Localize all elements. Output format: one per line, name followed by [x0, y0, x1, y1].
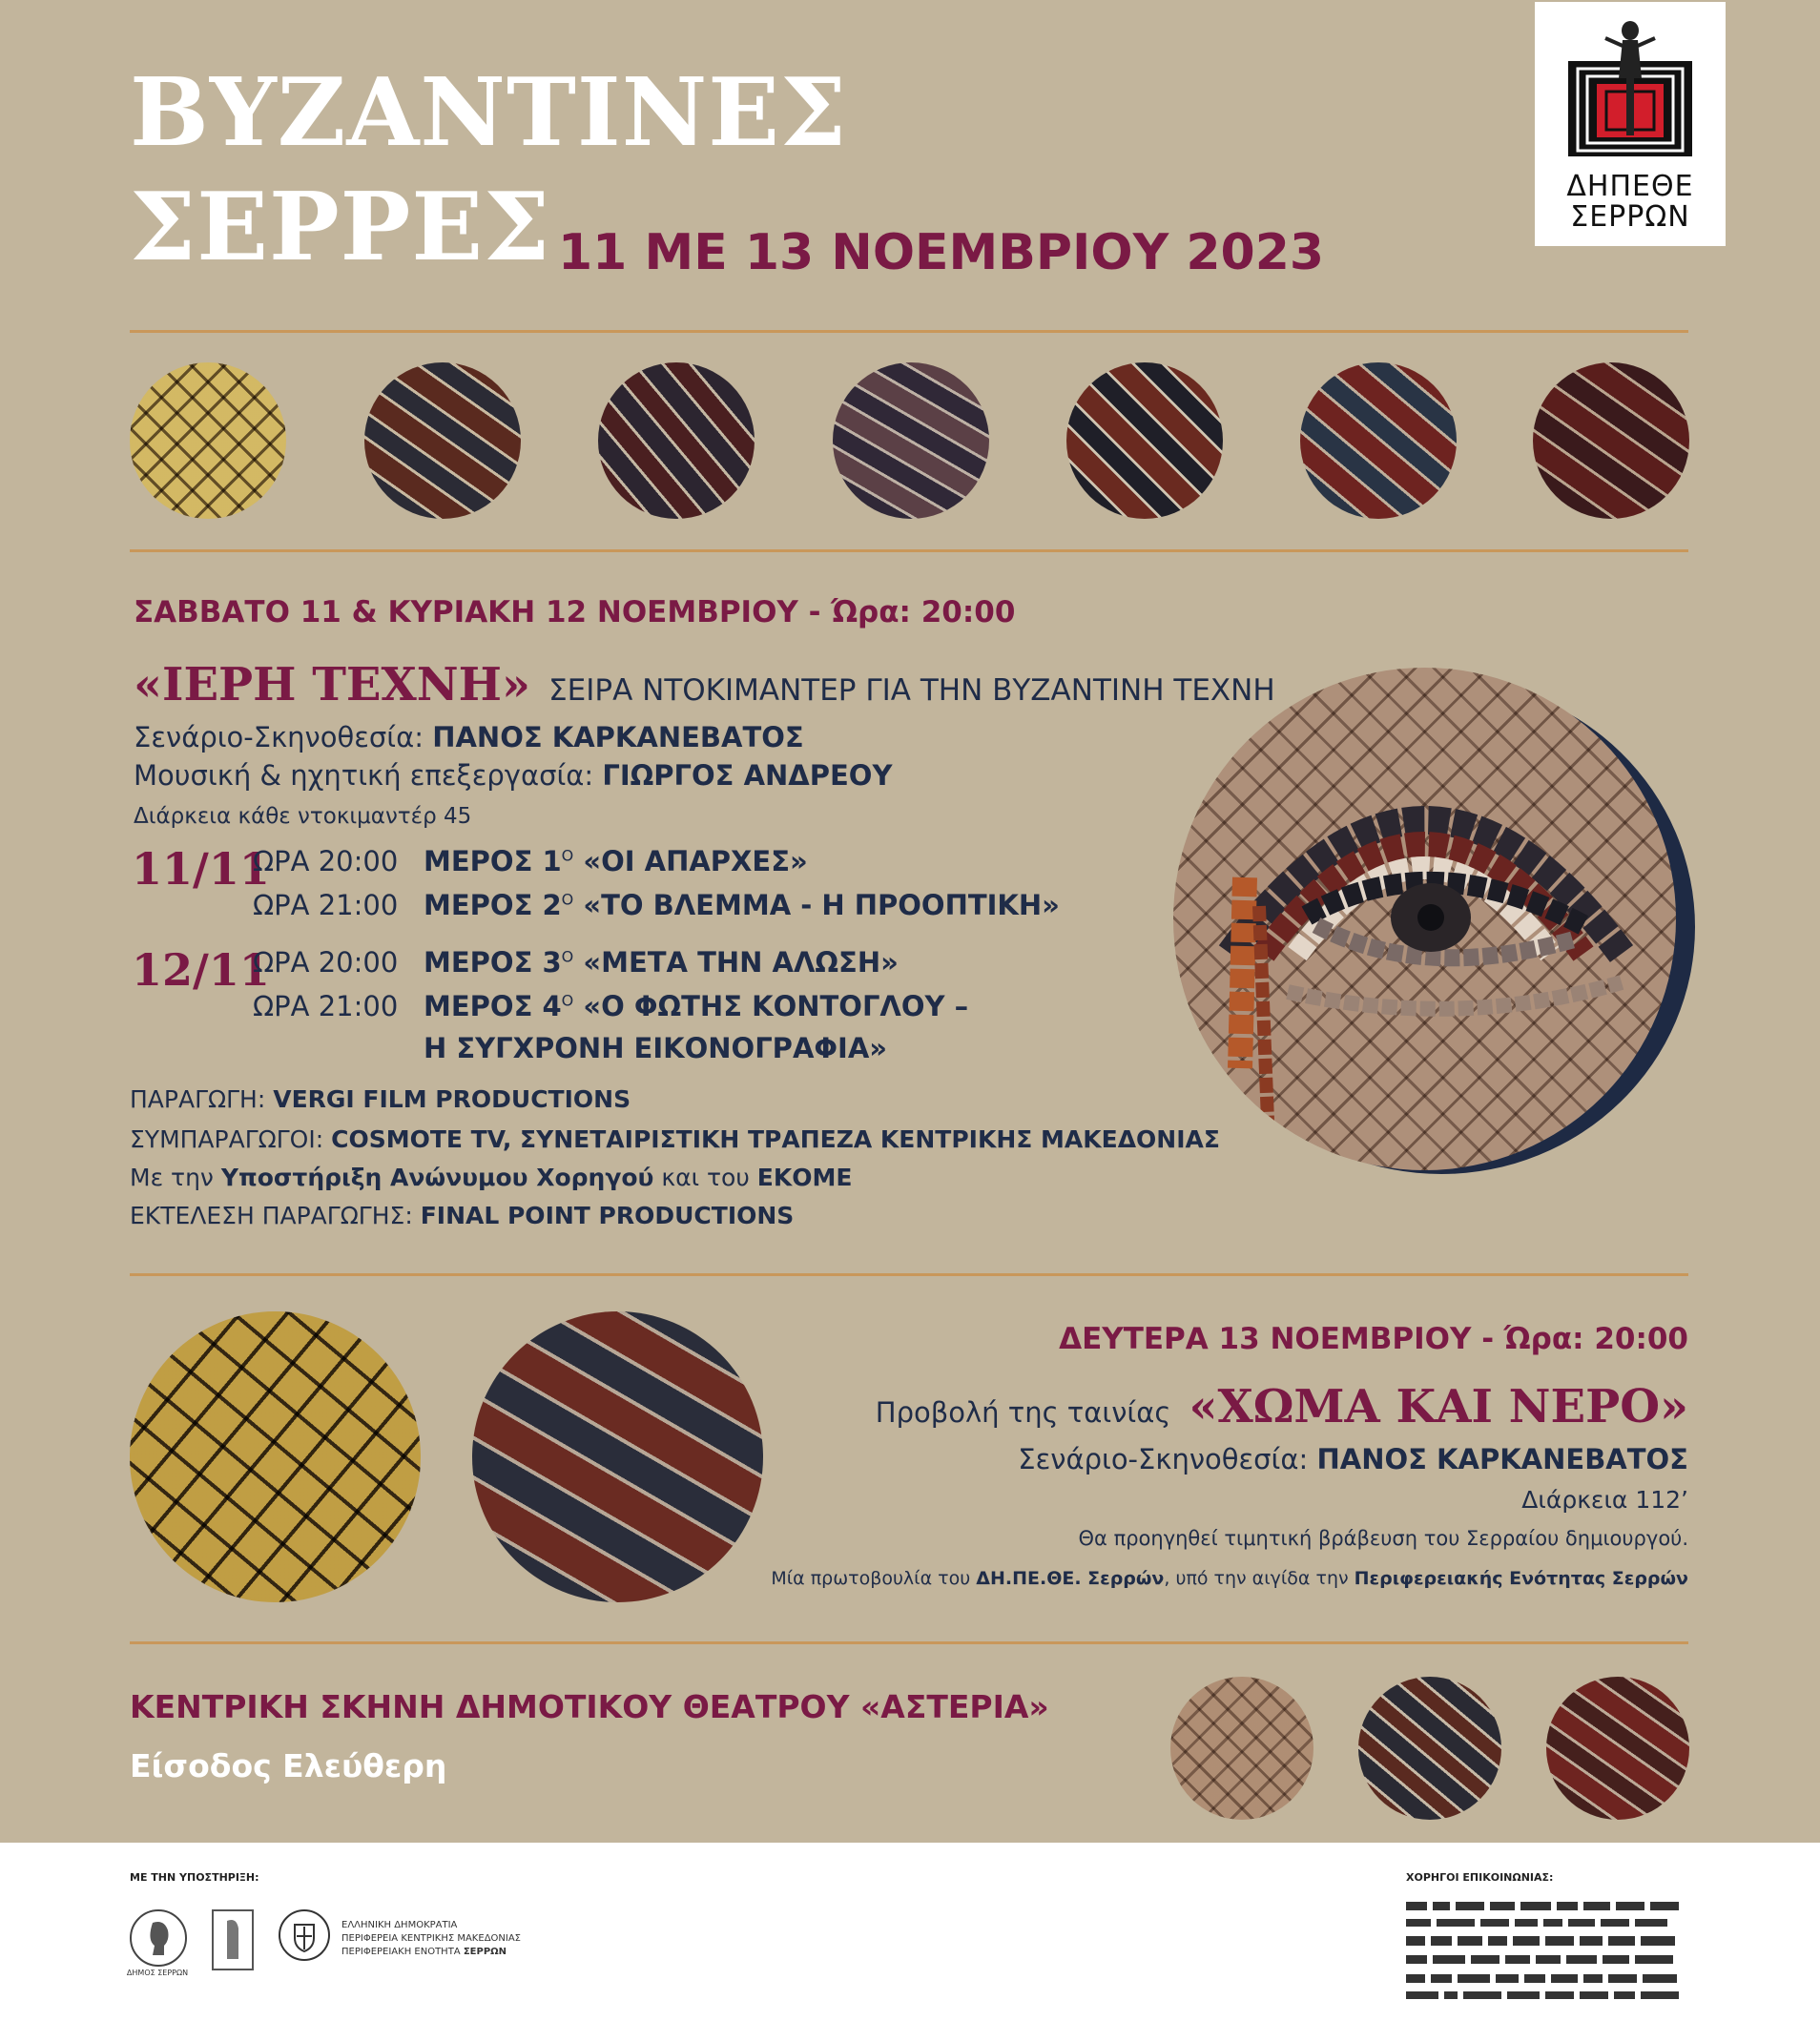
credit-music-label: Μουσική & ηχητική επεξεργασία:	[134, 759, 603, 792]
eye-mosaic-circle	[1173, 668, 1676, 1170]
support-label: ΜΕ ΤΗΝ ΥΠΟΣΤΗΡΙΞΗ:	[130, 1871, 259, 1884]
film-intro: Προβολή της ταινίας	[875, 1396, 1171, 1429]
credit-direction	[134, 721, 804, 753]
dimos-seal	[130, 1909, 187, 1967]
section1-days: ΣΑΒΒΑΤΟ 11 & ΚΥΡΙΑΚΗ 12 ΝΟΕΜΒΡΙΟΥ	[134, 595, 798, 629]
greek-emblem	[279, 1909, 330, 1961]
divider-rule-4	[130, 1641, 1688, 1644]
mosaic-circle-gold-1	[130, 362, 286, 519]
series-title: «ΙΕΡΗ ΤΕΧΝΗ»	[134, 658, 530, 711]
dipethe-logo	[1535, 2, 1726, 246]
free-entry: Είσοδος Ελεύθερη	[130, 1747, 447, 1784]
slot-time-3: ΩΡΑ 20:00	[253, 946, 399, 979]
slot-title-3: ΜΕΡΟΣ $3^O$ «ΜΕΤΑ ΤΗΝ ΑΛΩΣΗ»	[424, 946, 899, 979]
head-profile-icon	[132, 1911, 185, 1965]
credit-direction-label: Σενάριο-Σκηνοθεσία:	[134, 721, 433, 753]
region-line-2: ΠΕΡΙΦΕΡΕΙΑ ΚΕΝΤΡΙΚΗΣ ΜΑΚΕΔΟΝΙΑΣ	[341, 1933, 521, 1944]
prod-line-3: Με την Υποστήριξη Ανώνυμου Χορηγού και του ΕΚΟΜΕ	[130, 1164, 853, 1191]
sponsors-label: ΧΟΡΗΓΟΙ ΕΠΙΚΟΙΝΩΝΙΑΣ:	[1406, 1871, 1554, 1884]
mosaic-circle-small-3	[1546, 1677, 1689, 1820]
logo-text-2: ΣΕΡΡΩΝ	[1570, 200, 1690, 234]
footer	[0, 1843, 1820, 2021]
film-title-row	[876, 1380, 1688, 1433]
prod-line-4: ΕΚΤΕΛΕΣΗ ΠΑΡΑΓΩΓΗΣ: FINAL POINT PRODUCTIONS	[130, 1202, 795, 1229]
slot-title-4-cont: Η ΣΥΓΧΡΟΝΗ ΕΙΚΟΝΟΓΡΑΦΙΑ»	[424, 1032, 888, 1064]
credit-direction-value: ΠΑΝΟΣ ΚΑΡΚΑΝΕΒΑΤΟΣ	[432, 721, 804, 753]
mosaic-circle-4	[833, 362, 989, 519]
day-date-1: 11/11	[132, 843, 270, 895]
film-duration: Διάρκεια 112’	[1521, 1486, 1688, 1514]
credit-music-value: ΓΙΩΡΓΟΣ ΑΝΔΡΕΟΥ	[602, 759, 893, 792]
region-line-3: ΠΕΡΙΦΕΡΕΙΑΚΗ ΕΝΟΤΗΤΑ ΣΕΡΡΩΝ	[341, 1947, 507, 1957]
media-logos-icon	[1406, 1898, 1690, 2008]
mosaic-circle-5	[1066, 362, 1223, 519]
logo-text-1: ΔΗΠΕΘΕ	[1566, 170, 1694, 203]
section2-sep: -	[1471, 1322, 1504, 1356]
section2-time: Ώρα: 20:00	[1503, 1322, 1688, 1356]
prod-line-1: ΠΑΡΑΓΩΓΗ: VERGI FILM PRODUCTIONS	[130, 1085, 631, 1113]
divider-rule-3	[130, 1273, 1688, 1276]
series-duration: Διάρκεια κάθε ντοκιμαντέρ 45	[134, 804, 472, 829]
day-date-2: 12/11	[132, 944, 270, 996]
mosaic-circle-red-large	[472, 1311, 763, 1602]
mosaic-circle-2	[364, 362, 521, 519]
dimos-label: ΔΗΜΟΣ ΣΕΡΡΩΝ	[126, 1969, 189, 1977]
slot-time-2: ΩΡΑ 21:00	[253, 889, 399, 921]
slot-title-4: ΜΕΡΟΣ $4^O$ «Ο ΦΩΤΗΣ ΚΟΝΤΟΓΛΟΥ –	[424, 990, 969, 1022]
region-line-1: ΕΛΛΗΝΙΚΗ ΔΗΜΟΚΡΑΤΙΑ	[341, 1920, 458, 1930]
region-block	[341, 1919, 521, 1959]
mosaic-circle-small-2	[1358, 1677, 1501, 1820]
film-credit: Σενάριο-Σκηνοθεσία: ΠΑΝΟΣ ΚΑΡΚΑΝΕΒΑΤΟΣ	[1018, 1443, 1688, 1475]
mosaic-eye-icon	[1173, 668, 1676, 1170]
figure-icon	[214, 1911, 252, 1969]
slot-time-4: ΩΡΑ 21:00	[253, 990, 399, 1022]
mosaic-circle-6	[1300, 362, 1457, 519]
venue-name: ΚΕΝΤΡΙΚΗ ΣΚΗΝΗ ΔΗΜΟΤΙΚΟΥ ΘΕΑΤΡΟΥ «ΑΣΤΕΡΙΑ»	[130, 1688, 1049, 1725]
media-sponsor-logos	[1406, 1898, 1690, 2008]
section2-heading	[1059, 1322, 1688, 1356]
slot-title-1: ΜΕΡΟΣ $1^O$ «ΟΙ ΑΠΑΡΧΕΣ»	[424, 845, 808, 877]
section1-heading	[134, 595, 1015, 629]
series-subtitle: ΣΕΙΡΑ ΝΤΟΚΙΜΑΝΤΕΡ ΓΙΑ ΤΗΝ ΒΥΖΑΝΤΙΝΗ ΤΕΧΝΗ	[548, 673, 1275, 708]
slot-time-1: ΩΡΑ 20:00	[253, 845, 399, 877]
coat-of-arms-icon	[280, 1911, 328, 1959]
title-line-2: ΣΕΡΡΕΣ	[130, 173, 551, 282]
film-title: «ΧΩΜΑ ΚΑΙ ΝΕΡΟ»	[1189, 1380, 1688, 1433]
mosaic-circle-small-1	[1170, 1677, 1313, 1820]
second-logo	[212, 1909, 254, 1970]
mosaic-circle-gold-large	[130, 1311, 421, 1602]
title-line-1: ΒΥΖΑΝΤΙΝΕΣ	[130, 58, 848, 168]
divider-rule-1	[130, 330, 1688, 333]
initiative-note: Μία πρωτοβουλία του ΔΗ.ΠΕ.ΘΕ. Σερρών, υπό την αιγίδα την Περιφερειακής Ενότητας Σερρών	[771, 1568, 1688, 1589]
slot-title-2: ΜΕΡΟΣ $2^O$ «ΤΟ ΒΛΕΜΜΑ - Η ΠΡΟΟΠΤΙΚΗ»	[424, 889, 1060, 921]
award-note: Θα προηγηθεί τιμητική βράβευση του Σερραίου δημιουργού.	[1078, 1527, 1688, 1550]
divider-rule-2	[130, 549, 1688, 552]
mosaic-circle-3	[598, 362, 755, 519]
section1-time: Ώρα: 20:00	[831, 595, 1016, 629]
series-title-row	[134, 658, 1275, 711]
festival-dates: 11 ΜΕ 13 ΝΟΕΜΒΡΙΟΥ 2023	[558, 224, 1325, 281]
credit-music	[134, 759, 892, 792]
section1-sep: -	[797, 595, 832, 629]
prod-line-2: ΣΥΜΠΑΡΑΓΩΓΟΙ: COSMOTE TV, ΣΥΝΕΤΑΙΡΙΣΤΙΚΗ ΤΡΑΠΕΖΑ ΚΕΝΤΡΙΚΗΣ ΜΑΚΕΔΟΝΙΑΣ	[130, 1125, 1220, 1153]
mosaic-circle-7	[1533, 362, 1689, 519]
section2-day: ΔΕΥΤΕΡΑ 13 ΝΟΕΜΒΡΙΟΥ	[1059, 1322, 1472, 1356]
